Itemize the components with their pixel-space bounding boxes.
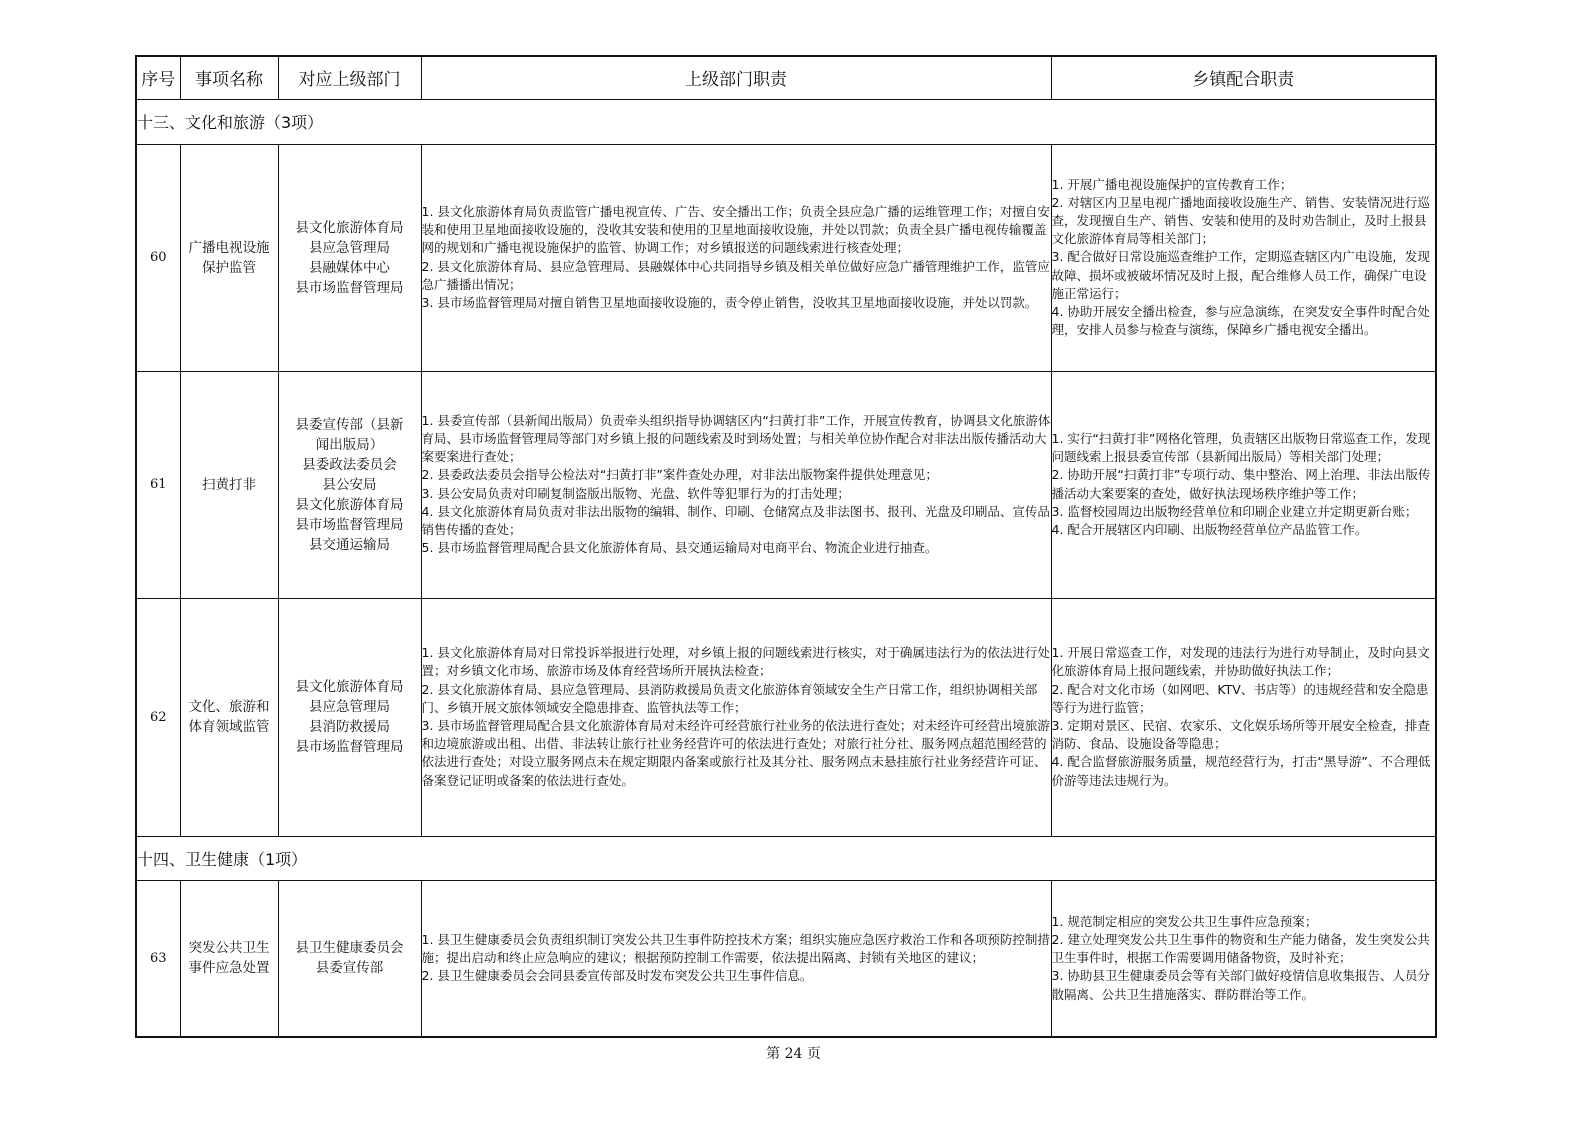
duty-clause: 1. 县文化旅游体育局负责监管广播电视宣传、广告、安全播出工作；负责全县应急广播的运维管理工作；对擅自安装和使用卫星地面接收设施的，没收其安装和使用的卫星地面接收设施，并处以罚款；负责全县广播电视传输覆盖网的规划和广播电视设施保护的监管、协调工作；对乡镇报送的问题线索进行核查处理； <box>421 203 1050 256</box>
town-duty-clause: 3. 协助县卫生健康委员会等有关部门做好疫情信息收集报告、人员分散隔离、公共卫生措施落实、群防群治等工作。 <box>1051 968 1430 1002</box>
department-name: 县融媒体中心 <box>309 259 390 276</box>
town-duty-clause: 1. 开展日常巡查工作，对发现的违法行为进行劝导制止，及时向县文化旅游体育局上报问题线索，并协助做好执法工作； <box>1051 645 1430 679</box>
duty-clause: 4. 县文化旅游体育局负责对非法出版物的编辑、制作、印刷、仓储窝点及非法图书、报刊、光盘及印刷品、宣传品销售传播的查处； <box>421 503 1050 537</box>
department-name: 县消防救援局 <box>309 719 390 735</box>
item-name-line: 突发公共卫生 <box>188 940 270 957</box>
town-duty-clause: 1. 规范制定相应的突发公共卫生事件应急预案； <box>1051 913 1318 929</box>
town-duty-cell <box>1051 598 1436 836</box>
town-duty-cell <box>1051 144 1436 371</box>
town-duty-clause: 1. 实行“扫黄打非”网格化管理，负责辖区出版物日常巡查工作，发现问题线索上报县委宣传部（县新闻出版局）等相关部门处理； <box>1051 430 1431 465</box>
department-list <box>278 880 421 1037</box>
item-name-line: 广播电视设施 <box>188 239 270 256</box>
town-duty-clause: 3. 配合做好日常设施巡查维护工作，定期巡查辖区内广电设施，发现故障、损坏或被破坏情况及时上报，配合维修人员工作，确保广电设施正常运行； <box>1051 249 1430 301</box>
town-duty-clause: 4. 配合监督旅游服务质量，规范经营行为，打击“黑导游”、不合理低价游等违法违规行为。 <box>1051 754 1431 788</box>
header-no: 序号 <box>136 56 180 99</box>
duty-clause: 2. 县文化旅游体育局、县应急管理局、县融媒体中心共同指导乡镇及相关单位做好应急广播管理维护工作，监管应急广播播出情况； <box>421 258 1050 292</box>
department-list <box>278 144 421 371</box>
department-name: 县公安局 <box>322 476 377 493</box>
table-row <box>136 144 1436 371</box>
table-row <box>136 880 1436 1037</box>
item-name <box>180 598 278 836</box>
town-duty-clause: 2. 配合对文化市场（如网吧、KTV、书店等）的违规经营和安全隐患等行为进行监管； <box>1051 681 1429 715</box>
item-name <box>180 371 278 598</box>
item-name <box>180 144 278 371</box>
item-name-line: 事件应急处置 <box>188 960 270 977</box>
item-name-line: 体育领域监管 <box>188 719 270 735</box>
town-duty-clause: 3. 监督校园周边出版物经营单位和印刷企业建立并定期更新台账； <box>1051 503 1418 519</box>
department-name: 县市场监督管理局 <box>295 739 404 755</box>
duty-clause: 2. 县卫生健康委员会会同县委宣传部及时发布突发公共卫生事件信息。 <box>421 968 813 984</box>
duty-clause: 1. 县委宣传部（县新闻出版局）负责牵头组织指导协调辖区内“扫黄打非”工作，开展宣传教育，协调县文化旅游体育局、县市场监督管理局等部门对乡镇上报的问题线索及时到场处置；与相关单位协作配合对非法出版传播活动大案要案进行查处； <box>421 412 1051 465</box>
duty-clause: 2. 县文化旅游体育局、县应急管理局、县消防救援局负责文化旅游体育领域安全生产日常工作，组织协调相关部门、乡镇开展文旅体领域安全隐患排查、监管执法等工作； <box>421 681 1038 715</box>
item-name <box>180 880 278 1037</box>
section-title: 十三、文化和旅游（3项） <box>136 99 1436 144</box>
duty-clause: 1. 县卫生健康委员会负责组织制订突发公共卫生事件防控技术方案；组织实施应急医疗救治工作和各项预防控制措施；提出启动和终止应急响应的建议；根据预防控制工作需要，依法提出隔离、封锁有关地区的建议； <box>421 931 1050 966</box>
item-name-line: 文化、旅游和 <box>188 699 270 715</box>
department-name: 县委宣传部（县新 <box>295 416 404 433</box>
department-name: 县应急管理局 <box>309 699 390 715</box>
row-number: 61 <box>136 371 180 598</box>
town-duty-cell <box>1051 371 1436 598</box>
department-name: 县委政法委员会 <box>302 456 397 473</box>
section-row <box>136 836 1436 880</box>
department-name: 县文化旅游体育局 <box>295 679 404 695</box>
duty-clause: 1. 县文化旅游体育局对日常投诉举报进行处理，对乡镇上报的问题线索进行核实，对于确属违法行为的依法进行处置；对乡镇文化市场、旅游市场及体育经营场所开展执法检查； <box>421 645 1050 679</box>
department-list <box>278 598 421 836</box>
department-name: 县文化旅游体育局 <box>295 219 404 236</box>
department-name: 闻出版局） <box>315 436 384 453</box>
town-duty-cell <box>1051 880 1436 1037</box>
row-number: 62 <box>136 598 180 836</box>
duty-clause: 5. 县市场监督管理局配合县文化旅游体育局、县交通运输局对电商平台、物流企业进行抽查。 <box>421 540 938 556</box>
item-name-line: 扫黄打非 <box>202 476 256 493</box>
row-number: 63 <box>136 880 180 1037</box>
town-duty-clause: 2. 对辖区内卫星电视广播地面接收设施生产、销售、安装情况进行巡查，发现擅自生产、销售、安装和使用的及时劝告制止，及时上报县文化旅游体育局等相关部门； <box>1051 194 1430 247</box>
table-header-row <box>136 56 1436 99</box>
duty-clause: 2. 县委政法委员会指导公检法对“扫黄打非”案件查处办理，对非法出版物案件提供处理意见； <box>421 467 938 483</box>
town-duty-clause: 2. 建立处理突发公共卫生事件的物资和生产能力储备，发生突发公共卫生事件时，根据工作需要调用储备物资，及时补充； <box>1051 931 1430 966</box>
town-duty-clause: 4. 协助开展安全播出检查，参与应急演练，在突发安全事件时配合处理，安排人员参与检查与演练，保障乡广播电视安全播出。 <box>1051 304 1430 338</box>
section-row <box>136 99 1436 144</box>
department-name: 县市场监督管理局 <box>295 279 404 296</box>
header-dept: 对应上级部门 <box>278 56 421 99</box>
table-row <box>136 371 1436 598</box>
town-duty-clause: 4. 配合开展辖区内印刷、出版物经营单位产品监管工作。 <box>1051 521 1368 537</box>
header-item: 事项名称 <box>180 56 278 99</box>
department-name: 县文化旅游体育局 <box>295 496 404 513</box>
department-name: 县应急管理局 <box>309 239 390 256</box>
town-duty-clause: 1. 开展广播电视设施保护的宣传教育工作； <box>1051 176 1293 192</box>
town-duty-clause: 3. 定期对景区、民宿、农家乐、文化娱乐场所等开展安全检查，排查消防、食品、设施设备等隐患； <box>1051 718 1430 752</box>
upper-duty-cell <box>421 371 1051 598</box>
page-number: 第 24 页 <box>766 1046 821 1062</box>
row-number: 60 <box>136 144 180 371</box>
department-name: 县交通运输局 <box>309 536 390 553</box>
duty-clause: 3. 县公安局负责对印刷复制盗版出版物、光盘、软件等犯罪行为的打击处理； <box>421 485 850 501</box>
town-duty-clause: 2. 协助开展“扫黄打非”专项行动、集中整治、网上治理、非法出版传播活动大案要案的查处，做好执法现场秩序维护等工作； <box>1051 467 1431 501</box>
upper-duty-cell <box>421 144 1051 371</box>
department-name: 县卫生健康委员会 <box>295 940 404 957</box>
duty-clause: 3. 县市场监督管理局配合县文化旅游体育局对未经许可经营旅行社业务的依法进行查处；对未经许可经营出境旅游和边境旅游或出租、出借、非法转让旅行社业务经营许可的依法进行查处；对旅行社分社、服务网点超范围经营的依法进行查处；对设立服务网点未在规定期限内备案或旅行社及其分社、服务网点未悬挂旅行社业务经营许可证、备案登记证明或备案的依法进行查处。 <box>421 718 1050 788</box>
department-name: 县委宣传部 <box>315 960 384 977</box>
section-title: 十四、卫生健康（1项） <box>136 836 1436 880</box>
item-name-line: 保护监管 <box>202 259 256 276</box>
department-name: 县市场监督管理局 <box>295 516 404 533</box>
duty-clause: 3. 县市场监督管理局对擅自销售卫星地面接收设施的，责令停止销售，没收其卫星地面接收设施，并处以罚款。 <box>421 294 1038 310</box>
responsibility-table <box>135 55 1437 1038</box>
header-duty: 上级部门职责 <box>421 56 1051 99</box>
upper-duty-cell <box>421 598 1051 836</box>
table-row <box>136 598 1436 836</box>
department-list <box>278 371 421 598</box>
header-town: 乡镇配合职责 <box>1051 56 1436 99</box>
upper-duty-cell <box>421 880 1051 1037</box>
